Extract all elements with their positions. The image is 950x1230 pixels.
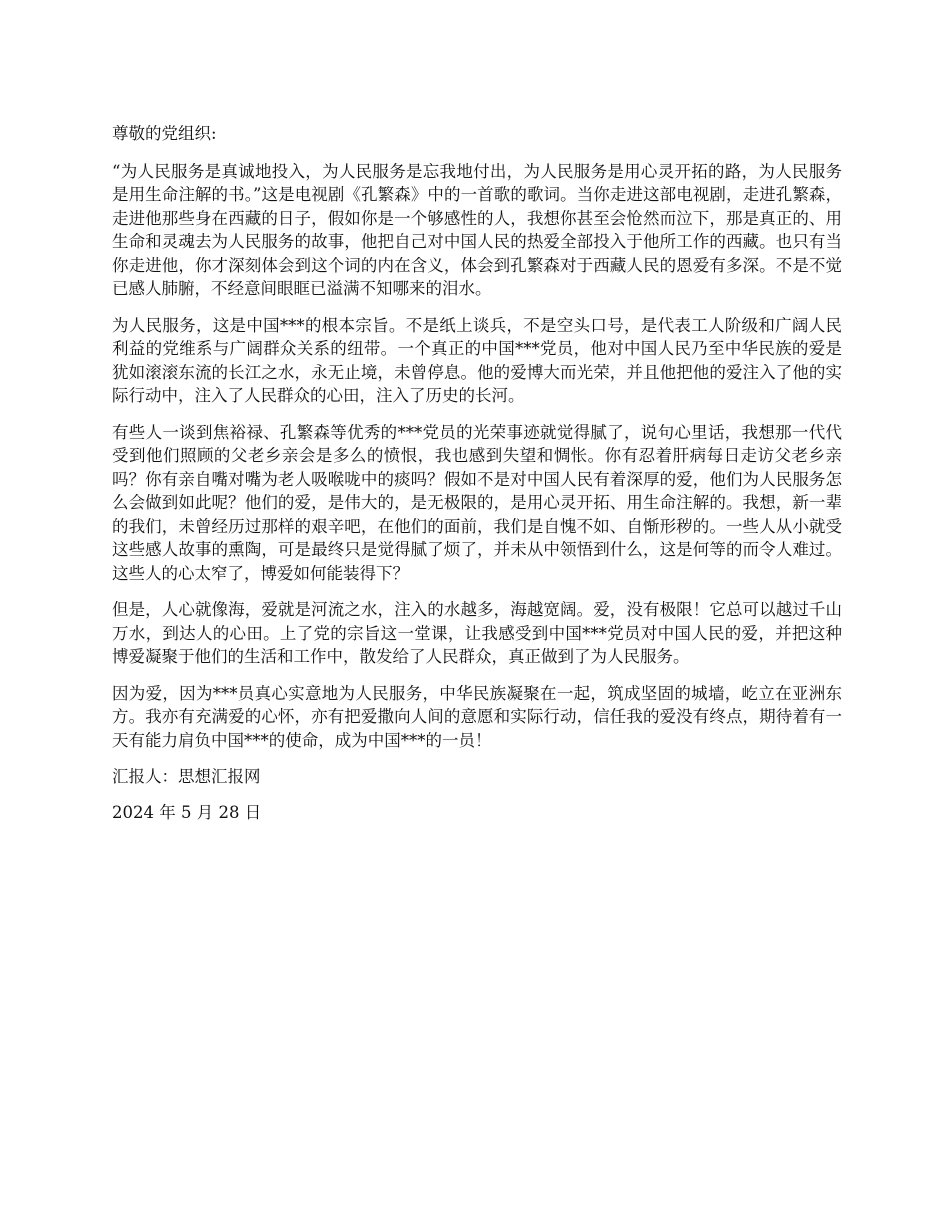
reporter-signature: 汇报人：思想汇报网 <box>112 767 261 786</box>
salutation: 尊敬的党组织: <box>112 124 217 143</box>
document-page <box>112 122 842 836</box>
letter-date: 2024 年 5 月 28 日 <box>112 802 262 822</box>
body-paragraph-5: 因为爱，因为***员真心实意地为人民服务，中华民族凝聚在一起，筑成坚固的城墙，屹立在亚洲东方。我亦有充满爱的心怀，亦有把爱撒向人间的意愿和实际行动，信任我的爱没有终点，期待着有一天有能力肩负中国***的使命，成为中国***的一员！ <box>112 683 842 750</box>
body-paragraph-1: “为人民服务是真诚地投入，为人民服务是忘我地付出，为人民服务是用心灵开拓的路，为人民服务是用生命注解的书。”这是电视剧《孔繁森》中的一首歌的歌词。当你走进这部电视剧，走进孔繁森，走进他那些身在西藏的日子，假如你是一个够感性的人，我想你甚至会怆然而泣下，那是真正的、用生命和灵魂去为人民服务的故事，他把自己对中国人民的热爱全部投入于他所工作的西藏。也只有当你走进他，你才深刻体会到这个词的内在含义，体会到孔繁森对于西藏人民的恩爱有多深。不是不觉已感人肺腑，不经意间眼眶已溢满不知哪来的泪水。 <box>112 161 842 298</box>
body-paragraph-4: 但是，人心就像海，爱就是河流之水，注入的水越多，海越宽阔。爱，没有极限！它总可以越过千山万水，到达人的心田。上了党的宗旨这一堂课，让我感受到中国***党员对中国人民的爱，并把这种博爱凝聚于他们的生活和工作中，散发给了人民群众，真正做到了为人民服务。 <box>112 600 842 666</box>
body-paragraph-3: 有些人一谈到焦裕禄、孔繁森等优秀的***党员的光荣事迹就觉得腻了，说句心里话，我想那一代代受到他们照顾的父老乡亲会是多么的愤恨，我也感到失望和惆怅。你有忍着肝病每日走访父老乡亲吗？你有亲自嘴对嘴为老人吸喉咙中的痰吗？假如不是对中国人民有着深厚的爱，他们为人民服务怎么会做到如此呢？他们的爱，是伟大的，是无极限的，是用心灵开拓、用生命注解的。我想，新一辈的我们，未曾经历过那样的艰辛吧，在他们的面前，我们是自愧不如、自惭形秽的。一些人从小就受这些感人故事的熏陶，可是最终只是觉得腻了烦了，并未从中领悟到什么，这是何等的而令人难过。这些人的心太窄了，博爱如何能装得下？ <box>112 422 842 583</box>
body-paragraph-2: 为人民服务，这是中国***的根本宗旨。不是纸上谈兵，不是空头口号，是代表工人阶级和广阔人民利益的党维系与广阔群众关系的纽带。一个真正的中国***党员，他对中国人民乃至中华民族的爱是犹如滚滚东流的长江之水，永无止境，未曾停息。他的爱博大而光荣，并且他把他的爱注入了他的实际行动中，注入了人民群众的心田，注入了历史的长河。 <box>112 315 842 405</box>
